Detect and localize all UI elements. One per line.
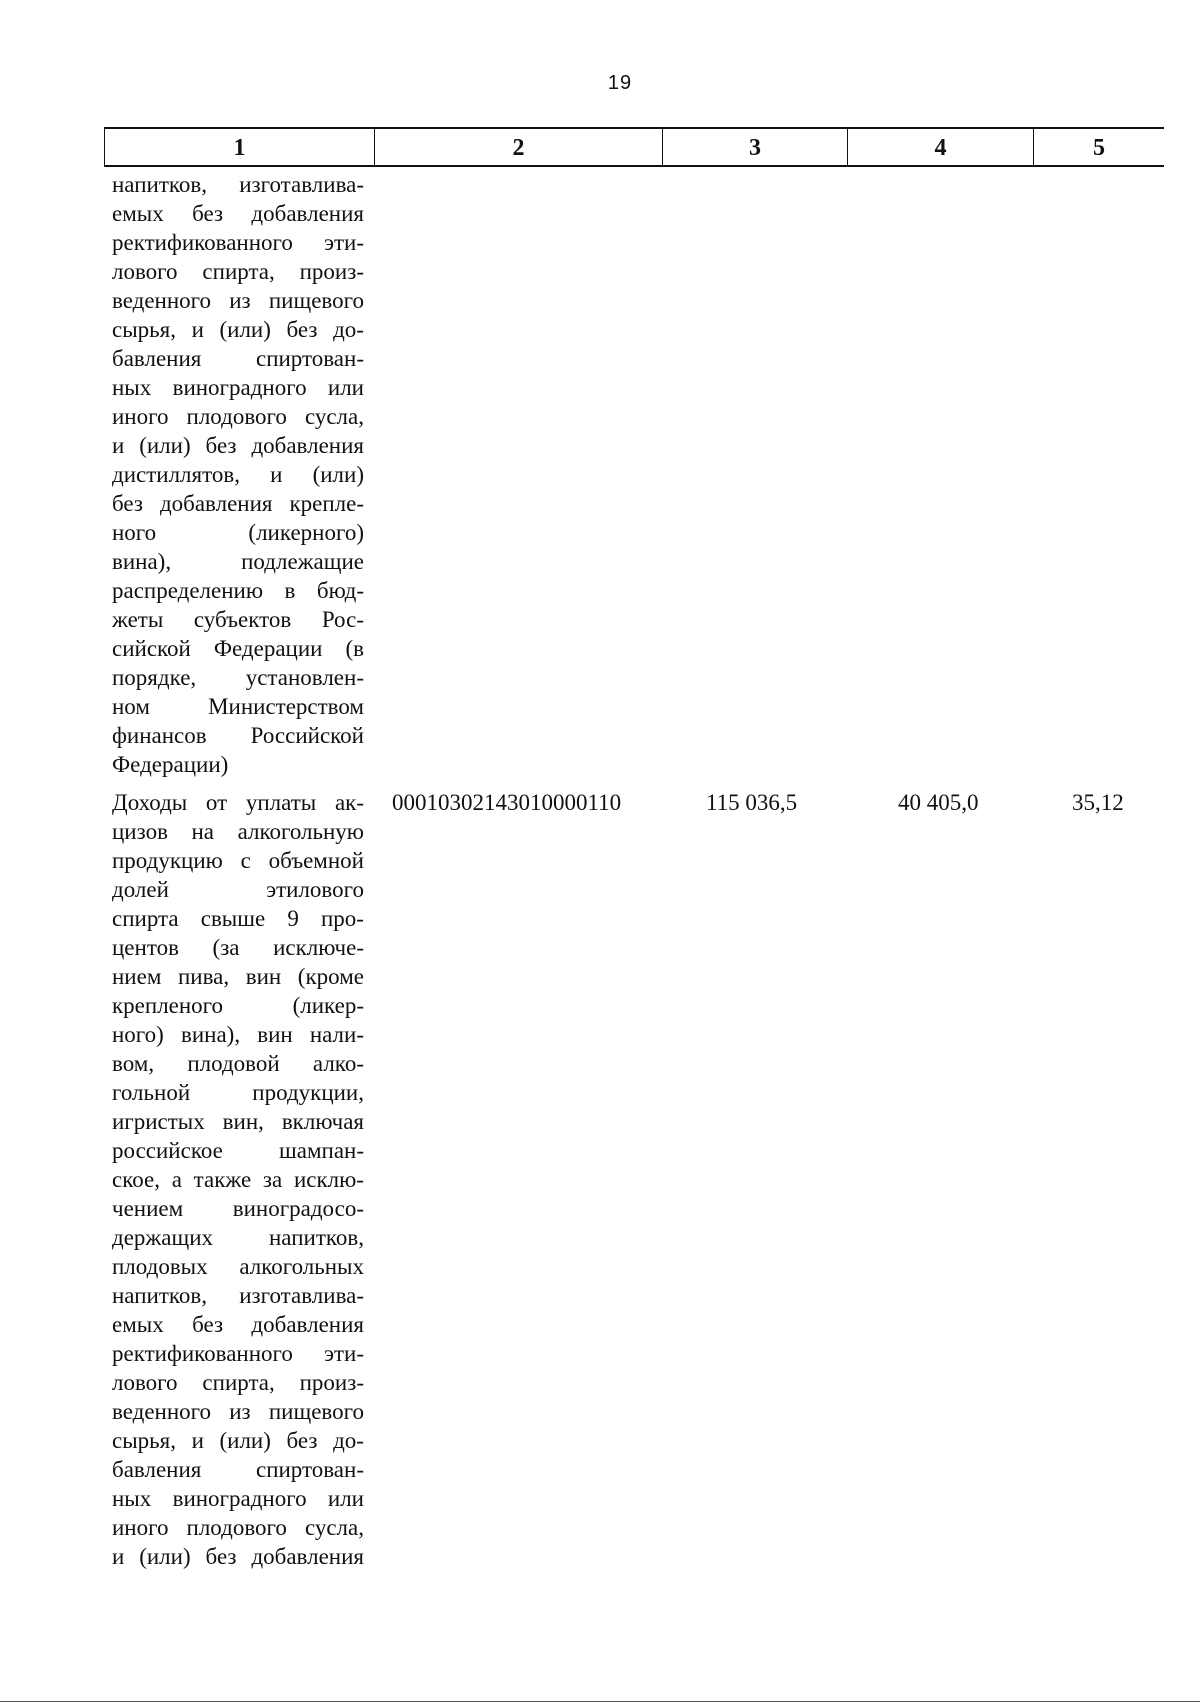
text-line: ного (ликерного) xyxy=(112,520,364,545)
text-line: бавления спиртован- xyxy=(112,346,364,371)
text-line: распределению в бюд- xyxy=(112,578,364,603)
column-header-2: 2 xyxy=(375,129,663,165)
text-line: веденного из пищевого xyxy=(112,1399,364,1424)
text-line: Федерации) xyxy=(112,752,229,777)
text-line: и (или) без добавления xyxy=(112,1544,364,1569)
text-line: цизов на алкогольную xyxy=(112,819,364,844)
text-line: жеты субъектов Рос- xyxy=(112,607,364,632)
text-line: без добавления крепле- xyxy=(112,491,364,516)
text-line: держащих напитков, xyxy=(112,1225,364,1250)
text-line: лового спирта, произ- xyxy=(112,1370,364,1395)
text-line: гольной продукции, xyxy=(112,1080,364,1105)
text-line: напитков, изготавлива- xyxy=(112,1283,364,1308)
text-line: чением виноградосо- xyxy=(112,1196,364,1221)
text-line: центов (за исключе- xyxy=(112,935,364,960)
page-bottom-edge xyxy=(0,1701,1200,1702)
column-header-1: 1 xyxy=(104,129,375,165)
text-line: ское, а также за исклю- xyxy=(112,1167,364,1192)
page-number: 19 xyxy=(607,72,633,94)
planned-amount: 115 036,5 xyxy=(706,790,798,815)
text-line: емых без добавления xyxy=(112,201,364,226)
column-header-4: 4 xyxy=(848,129,1034,165)
text-line: ном Министерством xyxy=(112,694,364,719)
text-line: долей этилового xyxy=(112,877,364,902)
text-line: вина), подлежащие xyxy=(112,549,364,574)
text-line: ных виноградного или xyxy=(112,1486,364,1511)
text-line: плодовых алкогольных xyxy=(112,1254,364,1279)
text-line: Доходы от уплаты ак- xyxy=(112,790,364,815)
text-line: напитков, изготавлива- xyxy=(112,172,364,197)
table-header xyxy=(104,127,1164,167)
text-line: спирта свыше 9 про- xyxy=(112,906,364,931)
text-line: российское шампан- xyxy=(112,1138,364,1163)
execution-percent: 35,12 xyxy=(1072,790,1124,815)
text-line: ректификованного эти- xyxy=(112,1341,364,1366)
continued-description-cell xyxy=(112,170,364,779)
column-header-5: 5 xyxy=(1093,135,1105,161)
income-description-cell xyxy=(112,788,364,1571)
text-line: крепленого (ликер- xyxy=(112,993,364,1018)
text-line: игристых вин, включая xyxy=(112,1109,364,1134)
text-line: бавления спиртован- xyxy=(112,1457,364,1482)
text-line: вом, плодовой алко- xyxy=(112,1051,364,1076)
text-line: нием пива, вин (кроме xyxy=(112,964,364,989)
text-line: дистиллятов, и (или) xyxy=(112,462,364,487)
text-line: ных виноградного или xyxy=(112,375,364,400)
text-line: сырья, и (или) без до- xyxy=(112,317,364,342)
text-line: продукцию с объемной xyxy=(112,848,364,873)
text-line: иного плодового сусла, xyxy=(112,1515,364,1540)
text-line: иного плодового сусла, xyxy=(112,404,364,429)
text-line: лового спирта, произ- xyxy=(112,259,364,284)
text-line: порядке, установлен- xyxy=(112,665,364,690)
text-line: сырья, и (или) без до- xyxy=(112,1428,364,1453)
text-line: веденного из пищевого xyxy=(112,288,364,313)
column-header-3: 3 xyxy=(663,129,848,165)
text-line: сийской Федерации (в xyxy=(112,636,364,661)
budget-classification-code: 00010302143010000110 xyxy=(392,790,622,815)
text-line: и (или) без добавления xyxy=(112,433,364,458)
text-line: ректификованного эти- xyxy=(112,230,364,255)
text-line: финансов Российской xyxy=(112,723,364,748)
text-line: емых без добавления xyxy=(112,1312,364,1337)
actual-amount: 40 405,0 xyxy=(898,790,979,815)
text-line: ного) вина), вин нали- xyxy=(112,1022,364,1047)
